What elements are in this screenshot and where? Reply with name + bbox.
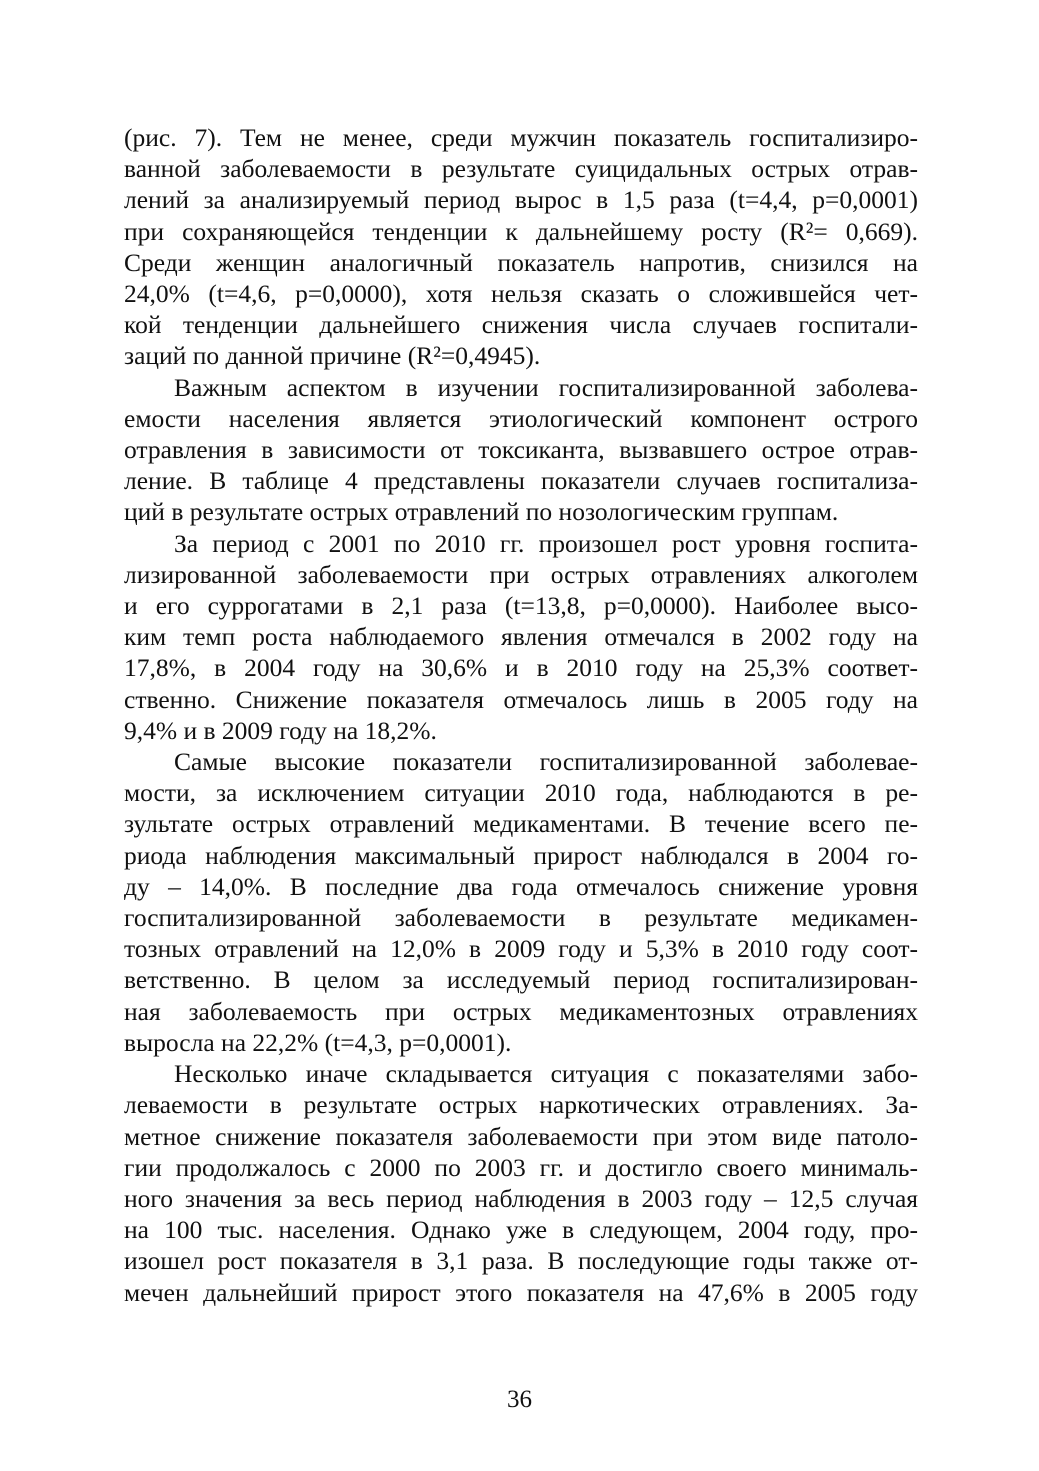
page-body	[124, 122, 918, 1308]
text-line: ветственно. В целом за исследуемый период госпитализирован-	[124, 965, 918, 995]
text-line: 9,4% и в 2009 году на 18,2%.	[124, 715, 437, 745]
text-line: Среди женщин аналогичный показатель напротив, снизился на	[124, 247, 918, 277]
text-line: ление. В таблице 4 представлены показатели случаев госпитализа-	[124, 466, 918, 496]
page-number: 36	[507, 1386, 532, 1413]
text-line: заций по данной причине (R²=0,4945).	[124, 341, 541, 371]
text-line: ного значения за весь период наблюдения в 2003 году – 12,5 случая	[124, 1183, 918, 1213]
text-line: леваемости в результате острых наркотических отравлениях. За-	[124, 1090, 918, 1120]
text-line: мечен дальнейший прирост этого показателя на 47,6% в 2005 году	[124, 1277, 918, 1307]
text-line: на 100 тыс. населения. Однако уже в следующем, 2004 году, про-	[124, 1215, 918, 1245]
text-line: лений за анализируемый период вырос в 1,5 раза (t=4,4, p=0,0001)	[124, 185, 918, 215]
text-line: 17,8%, в 2004 году на 30,6% и в 2010 году на 25,3% соответ-	[124, 653, 918, 683]
text-line: зультате острых отравлений медикаментами. В течение всего пе-	[124, 809, 918, 839]
text-line: отравления в зависимости от токсиканта, вызвавшего острое отрав-	[124, 435, 918, 465]
text-line: кой тенденции дальнейшего снижения числа случаев госпитали-	[124, 310, 918, 340]
text-line: метное снижение показателя заболеваемости при этом виде патоло-	[124, 1121, 918, 1151]
text-line: госпитализированной заболеваемости в результате медикамен-	[124, 903, 918, 933]
text-line: выросла на 22,2% (t=4,3, p=0,0001).	[124, 1027, 512, 1057]
text-line: Несколько иначе складывается ситуация с показателями забо-	[174, 1059, 918, 1089]
text-line: риода наблюдения максимальный прирост наблюдался в 2004 го-	[124, 840, 918, 870]
text-line: Самые высокие показатели госпитализированной заболевае-	[174, 747, 918, 777]
text-line: при сохраняющейся тенденции к дальнейшему росту (R²= 0,669).	[124, 216, 918, 246]
text-line: и его суррогатами в 2,1 раза (t=13,8, p=0,0000). Наиболее высо-	[124, 591, 918, 621]
text-line: емости населения является этиологический компонент острого	[124, 403, 918, 433]
paragraph	[124, 1058, 918, 1308]
text-line: Важным аспектом в изучении госпитализированной заболева-	[174, 372, 918, 402]
paragraph	[124, 122, 918, 372]
text-line: ций в результате острых отравлений по нозологическим группам.	[124, 497, 839, 527]
text-line: ная заболеваемость при острых медикаментозных отравлениях	[124, 996, 918, 1026]
text-line: мости, за исключением ситуации 2010 года, наблюдаются в ре-	[124, 778, 918, 808]
text-line: ду – 14,0%. В последние два года отмечалось снижение уровня	[124, 871, 918, 901]
text-line: изошел рост показателя в 3,1 раза. В последующие годы также от-	[124, 1246, 918, 1276]
paragraph	[124, 528, 918, 746]
text-line: ственно. Снижение показателя отмечалось лишь в 2005 году на	[124, 684, 918, 714]
text-line: ванной заболеваемости в результате суицидальных острых отрав-	[124, 154, 918, 184]
text-line: лизированной заболеваемости при острых отравлениях алкоголем	[124, 559, 918, 589]
text-line: За период с 2001 по 2010 гг. произошел рост уровня госпита-	[174, 528, 918, 558]
paragraph	[124, 372, 918, 528]
text-line: тозных отравлений на 12,0% в 2009 году и 5,3% в 2010 году соот-	[124, 934, 918, 964]
text-line: гии продолжалось с 2000 по 2003 гг. и достигло своего минималь-	[124, 1152, 918, 1182]
text-line: (рис. 7). Тем не менее, среди мужчин показатель госпитализиро-	[124, 123, 918, 152]
paragraph	[124, 746, 918, 1058]
text-line: 24,0% (t=4,6, p=0,0000), хотя нельзя сказать о сложившейся чет-	[124, 279, 918, 309]
text-line: ким темп роста наблюдаемого явления отмечался в 2002 году на	[124, 622, 918, 652]
